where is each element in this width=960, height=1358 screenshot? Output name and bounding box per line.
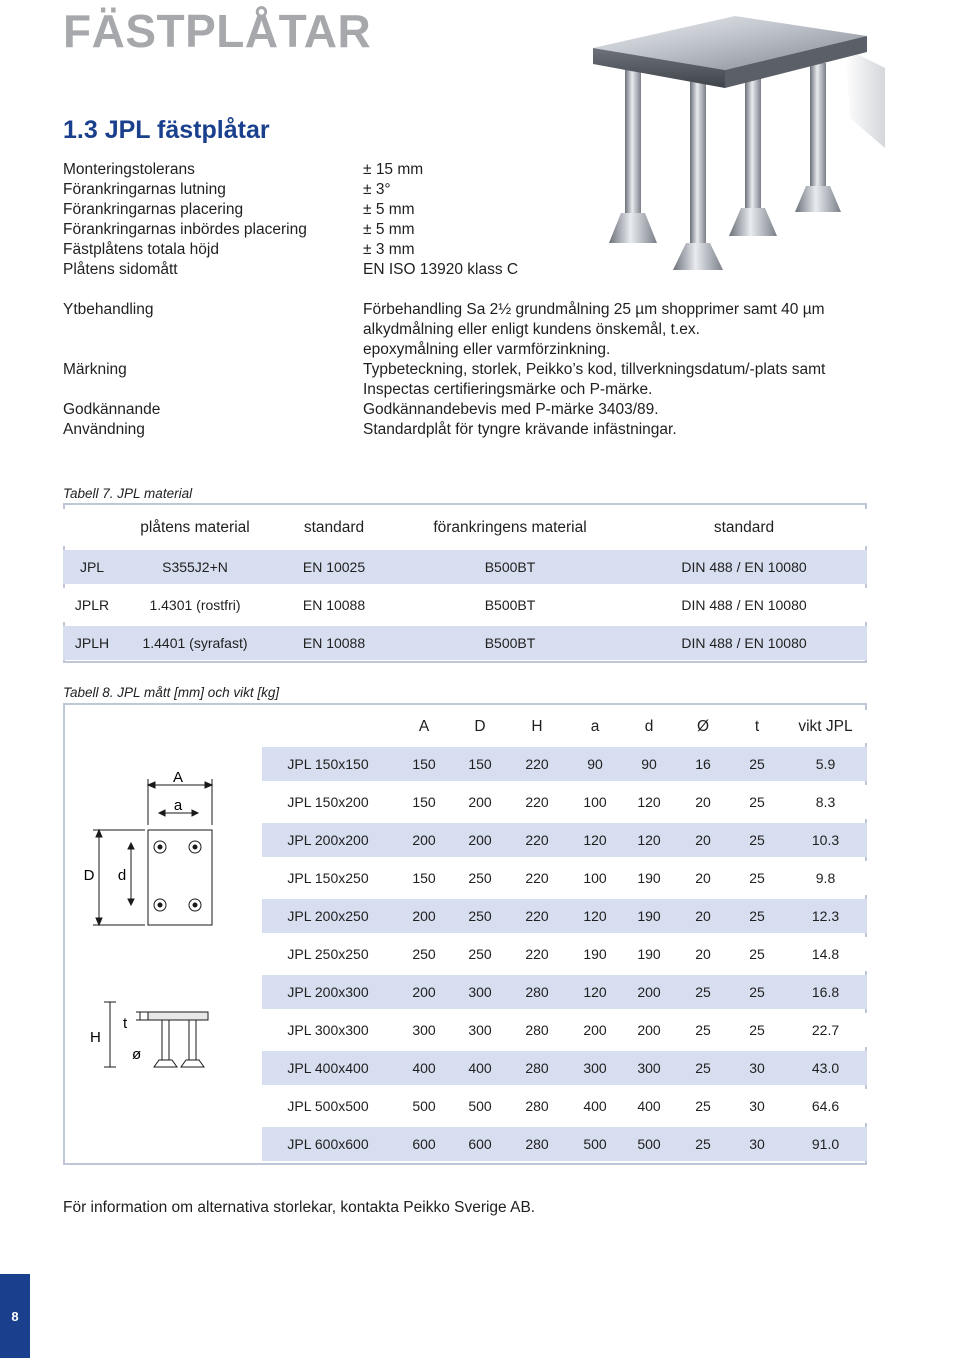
table-cell: 280	[506, 1013, 568, 1047]
table-cell: 30	[730, 1089, 784, 1123]
table-cell: 250	[454, 937, 506, 971]
table-header-row	[63, 509, 867, 546]
table-cell: 120	[568, 975, 622, 1009]
usage-label: Användning	[63, 421, 145, 438]
table-cell: 43.0	[784, 1051, 867, 1085]
table-cell: 280	[506, 975, 568, 1009]
table-header-cell: a	[568, 710, 622, 743]
table-cell: 25	[730, 899, 784, 933]
table-cell: JPL 150x250	[262, 861, 394, 895]
dim-label-phi: ø	[132, 1046, 142, 1063]
table-cell: JPL 600x600	[262, 1127, 394, 1161]
table-cell: 220	[506, 747, 568, 781]
table-cell: B500BT	[399, 626, 621, 660]
approval-text: Godkännandebevis med P-märke 3403/89.	[363, 401, 659, 418]
table-cell: 250	[454, 861, 506, 895]
material-table	[63, 505, 867, 664]
surface-text: alkydmålning eller enligt kundens önskemål, t.ex.	[363, 321, 700, 338]
table8-caption: Tabell 8. JPL mått [mm] och vikt [kg]	[63, 685, 280, 700]
table-cell: JPL	[63, 550, 121, 584]
table-cell: 90	[622, 747, 676, 781]
table-cell: 280	[506, 1127, 568, 1161]
table-row	[63, 588, 867, 622]
table-cell: 100	[568, 861, 622, 895]
table-cell: 30	[730, 1127, 784, 1161]
table-cell: 25	[676, 1051, 730, 1085]
table-row	[262, 899, 867, 933]
dim-label-d: d	[117, 867, 127, 884]
tolerance-label: Förankringarnas inbördes placering	[63, 221, 307, 238]
table-cell: 190	[568, 937, 622, 971]
table-cell: 25	[730, 975, 784, 1009]
tolerance-label: Plåtens sidomått	[63, 261, 178, 278]
page-number: 8	[0, 1274, 30, 1358]
dimension-table	[262, 706, 867, 1165]
table-cell: JPL 300x300	[262, 1013, 394, 1047]
table-cell: 20	[676, 785, 730, 819]
tolerance-label: Monteringstolerans	[63, 161, 195, 178]
table-cell: DIN 488 / EN 10080	[621, 626, 867, 660]
page-title: FÄSTPLÅTAR	[63, 5, 372, 57]
table-cell: 150	[394, 785, 454, 819]
table-cell: 400	[568, 1089, 622, 1123]
table-cell: 220	[506, 899, 568, 933]
table-cell: 25	[730, 937, 784, 971]
table-row	[262, 1051, 867, 1085]
table-cell: DIN 488 / EN 10080	[621, 588, 867, 622]
tolerance-value: ± 15 mm	[363, 161, 424, 178]
table-cell: 1.4301 (rostfri)	[121, 588, 269, 622]
table-cell: 250	[454, 899, 506, 933]
table-cell: 25	[676, 1127, 730, 1161]
table-header-cell: H	[506, 710, 568, 743]
table-cell: 220	[506, 861, 568, 895]
fastening-plate-illustration	[585, 8, 885, 273]
table-cell: 25	[730, 861, 784, 895]
table-cell: B500BT	[399, 588, 621, 622]
table-cell: 12.3	[784, 899, 867, 933]
table-header-cell: Ø	[676, 710, 730, 743]
table-cell: 91.0	[784, 1127, 867, 1161]
table-cell: 400	[622, 1089, 676, 1123]
table-cell: 250	[394, 937, 454, 971]
table-row	[262, 1127, 867, 1161]
table-cell: 300	[622, 1051, 676, 1085]
dim-label-t: t	[123, 1015, 128, 1032]
table-cell: 22.7	[784, 1013, 867, 1047]
table-cell: 8.3	[784, 785, 867, 819]
table-header-cell	[262, 710, 394, 743]
table-header-cell: plåtens material	[121, 509, 269, 546]
table-cell: 200	[394, 975, 454, 1009]
table-cell: EN 10088	[269, 588, 399, 622]
table-row	[262, 823, 867, 857]
table-cell: 16	[676, 747, 730, 781]
table-cell: 20	[676, 937, 730, 971]
table-cell: 200	[394, 899, 454, 933]
table-cell: 10.3	[784, 823, 867, 857]
tolerance-value: ± 5 mm	[363, 221, 415, 238]
tolerance-label: Förankringarnas lutning	[63, 181, 226, 198]
table-row	[262, 1089, 867, 1123]
table-cell: 500	[394, 1089, 454, 1123]
table-cell: 5.9	[784, 747, 867, 781]
section-title: 1.3 JPL fästplåtar	[63, 116, 270, 144]
table-cell: 200	[394, 823, 454, 857]
table-cell: 20	[676, 899, 730, 933]
dim-label-D: D	[83, 867, 95, 884]
table-row	[262, 975, 867, 1009]
table-cell: 300	[454, 975, 506, 1009]
table-cell: 190	[622, 899, 676, 933]
table-cell: JPL 500x500	[262, 1089, 394, 1123]
table-cell: S355J2+N	[121, 550, 269, 584]
usage-text: Standardplåt för tyngre krävande infästningar.	[363, 421, 677, 438]
surface-text: epoxymålning eller varmförzinkning.	[363, 341, 611, 358]
surface-text: Förbehandling Sa 2½ grundmålning 25 µm shopprimer samt 40 µm	[363, 301, 825, 318]
plate-top-view-drawing	[85, 765, 235, 940]
table-cell: JPLR	[63, 588, 121, 622]
table-cell: 20	[676, 823, 730, 857]
table-cell: 25	[730, 823, 784, 857]
table-cell: 25	[730, 785, 784, 819]
table-cell: B500BT	[399, 550, 621, 584]
table-cell: 150	[394, 861, 454, 895]
table-cell: 120	[622, 823, 676, 857]
table-cell: 500	[568, 1127, 622, 1161]
marking-text: Typbeteckning, storlek, Peikko’s kod, tillverkningsdatum/-plats samt	[363, 361, 826, 378]
table-cell: 1.4401 (syrafast)	[121, 626, 269, 660]
table-cell: 90	[568, 747, 622, 781]
dim-label-a: a	[173, 797, 183, 814]
table-cell: JPL 400x400	[262, 1051, 394, 1085]
table-header-cell: d	[622, 710, 676, 743]
table-cell: 600	[454, 1127, 506, 1161]
dim-label-A: A	[172, 769, 184, 786]
marking-text: Inspectas certifieringsmärke och P-märke.	[363, 381, 653, 398]
table-cell: 400	[454, 1051, 506, 1085]
tolerance-list	[63, 160, 583, 280]
table-cell: 220	[506, 823, 568, 857]
tolerance-value: ± 5 mm	[363, 201, 415, 218]
dim-label-H: H	[90, 1029, 101, 1046]
table-header-cell: standard	[269, 509, 399, 546]
approval-label: Godkännande	[63, 401, 161, 418]
table-cell: 500	[454, 1089, 506, 1123]
table-cell: 120	[622, 785, 676, 819]
table-cell: 280	[506, 1051, 568, 1085]
table-cell: JPL 200x250	[262, 899, 394, 933]
table-row	[262, 747, 867, 781]
table-cell: EN 10088	[269, 626, 399, 660]
table-cell: JPL 150x200	[262, 785, 394, 819]
table-header-cell: D	[454, 710, 506, 743]
table-cell: 25	[676, 1013, 730, 1047]
table-cell: 200	[622, 975, 676, 1009]
table-cell: 500	[622, 1127, 676, 1161]
table-cell: 100	[568, 785, 622, 819]
table-cell: 150	[394, 747, 454, 781]
table-header-cell: t	[730, 710, 784, 743]
table-cell: 30	[730, 1051, 784, 1085]
table-cell: 16.8	[784, 975, 867, 1009]
plate-side-view-drawing	[80, 995, 230, 1075]
table-cell: 64.6	[784, 1089, 867, 1123]
table-cell: 220	[506, 937, 568, 971]
table-cell: 20	[676, 861, 730, 895]
table-header-cell: A	[394, 710, 454, 743]
table-cell: 120	[568, 823, 622, 857]
table7-caption: Tabell 7. JPL material	[63, 486, 193, 501]
table-cell: DIN 488 / EN 10080	[621, 550, 867, 584]
table-cell: 200	[454, 785, 506, 819]
table-header-cell	[63, 509, 121, 546]
table-cell: 200	[622, 1013, 676, 1047]
table-cell: JPL 200x300	[262, 975, 394, 1009]
marking-label: Märkning	[63, 361, 127, 378]
table-row	[262, 937, 867, 971]
table-header-row	[262, 710, 867, 743]
table-row	[262, 1013, 867, 1047]
table-cell: 300	[394, 1013, 454, 1047]
tolerance-value: ± 3°	[363, 181, 391, 198]
footer-note: För information om alternativa storlekar, kontakta Peikko Sverige AB.	[63, 1199, 536, 1216]
table-header-cell: förankringens material	[399, 509, 621, 546]
table-cell: JPLH	[63, 626, 121, 660]
property-list	[63, 300, 883, 440]
table-cell: 300	[568, 1051, 622, 1085]
table-cell: JPL 150x150	[262, 747, 394, 781]
table-row	[262, 785, 867, 819]
table-cell: 150	[454, 747, 506, 781]
table-cell: 14.8	[784, 937, 867, 971]
table-header-cell: standard	[621, 509, 867, 546]
table-cell: EN 10025	[269, 550, 399, 584]
table-cell: 25	[730, 747, 784, 781]
table-cell: JPL 250x250	[262, 937, 394, 971]
table-cell: 200	[454, 823, 506, 857]
tolerance-value: ± 3 mm	[363, 241, 415, 258]
surface-label: Ytbehandling	[63, 301, 154, 318]
tolerance-label: Förankringarnas placering	[63, 201, 244, 218]
table-cell: 9.8	[784, 861, 867, 895]
table-row	[63, 626, 867, 660]
table-cell: 220	[506, 785, 568, 819]
table-cell: 280	[506, 1089, 568, 1123]
table-cell: 190	[622, 937, 676, 971]
table-row	[262, 861, 867, 895]
table-cell: 600	[394, 1127, 454, 1161]
table-cell: 25	[676, 975, 730, 1009]
table-cell: 190	[622, 861, 676, 895]
tolerance-label: Fästplåtens totala höjd	[63, 241, 219, 258]
table-header-cell: vikt JPL	[784, 710, 867, 743]
table-cell: 25	[676, 1089, 730, 1123]
table-row	[63, 550, 867, 584]
table-cell: 120	[568, 899, 622, 933]
table-cell: 400	[394, 1051, 454, 1085]
table-cell: 300	[454, 1013, 506, 1047]
table-cell: JPL 200x200	[262, 823, 394, 857]
tolerance-value: EN ISO 13920 klass C	[363, 261, 519, 278]
table-cell: 200	[568, 1013, 622, 1047]
table-cell: 25	[730, 1013, 784, 1047]
